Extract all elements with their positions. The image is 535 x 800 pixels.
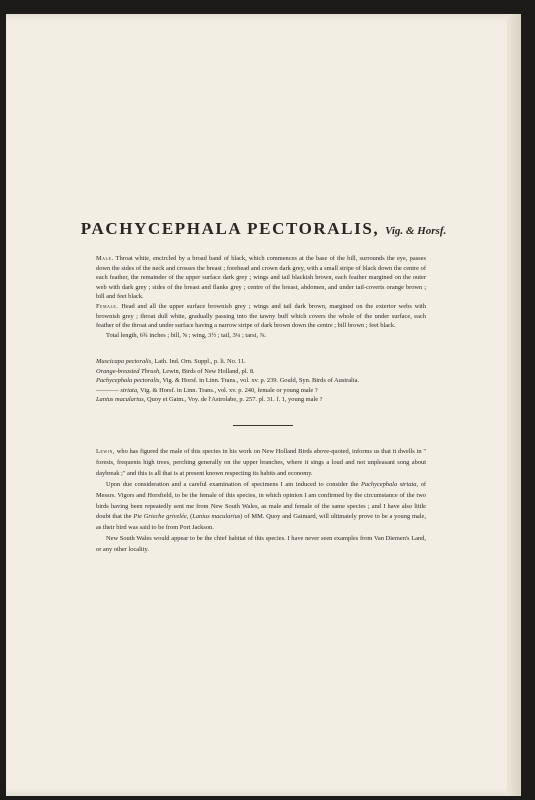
page-edge (507, 14, 521, 796)
paragraph-habits: Lewin, who has figured the male of this species in his work on New Holland Birds above-quoted, informs us that it dwells in " forests, frequents high trees, perching generally on the upper branches, where it sings a loud and not unpleasant song about daybreak ;" and this is all that is at present known respecting its habits and economy. (96, 448, 426, 477)
paragraph-habitat: New South Wales would appear to be the chief habitat of this species. I have never seen examples from Van Diemen's Land, or any other locality. (96, 535, 426, 554)
species-name: PACHYCEPHALA PECTORALIS, (80, 219, 380, 238)
species-authority: Vig. & Horsf. (385, 225, 447, 237)
synonym-entry: Muscicapa pectoralis, Lath. Ind. Orn. Suppl., p. li. No. 11. (96, 358, 246, 365)
synonym-entry: Orange-breasted Thrush, Lewin, Birds of New Holland, pl. 8. (96, 367, 255, 375)
body-text (96, 447, 426, 556)
synonym-entry: ———— striata, Vig. & Horsf. in Linn. Trans., vol. xv. p. 240, female or young male ? (96, 386, 318, 394)
page-title (6, 219, 521, 239)
section-divider (233, 425, 293, 426)
paragraph-female-identity: Upon due consideration and a careful examination of specimens I am induced to consider the Pachycephala striata, of Messrs. Vigors and Horsfield, to be the female of this species, in which opinion I am confirmed by the circumstance of the two birds having been repeatedly sent me from New South Wales, as male and female of the same species ; and I have also little doubt that the Pie Grieche grivelée, (Lanius macularius) of MM. Quoy and Gaimard, will ultimately prove to be a young male, as their bird was said to be from Port Jackson. (96, 480, 427, 532)
description-block (96, 254, 426, 340)
female-description: Female. Head and all the upper surface brownish grey ; wings and tail dark brown, margined on the exterior webs with brownish grey ; throat dull white, gradually passing into the tawny buff which covers the whole of the under surface, each feather of the throat and under surface having a narrow stripe of dark brown down the centre ; bill brown ; feet black. (96, 302, 426, 330)
male-description: Male. Throat white, encircled by a broad band of black, which commences at the base of the bill, surrounds the eye, passes down the sides of the neck and crosses the breast ; forehead and crown dark grey, with a small stripe of black down the centre of each feather, the remainder of the upper surface dark grey ; wings and tail blackish brown, each feather margined on the outer web with dark grey ; sides of the breast and flanks grey ; centre of the breast, abdomen, and under tail-coverts orange brown ; bill and feet black. (96, 255, 426, 301)
synonymy-block (96, 357, 426, 405)
book-page (6, 14, 521, 796)
total-length: Total length, 6¾ inches ; bill, ⅝ ; wing, 3½ ; tail, 3¼ ; tarsi, ⅞. (106, 331, 267, 339)
synonym-entry: Lanius macularius, Quoy et Gaim., Voy. de l'Astrolabe, p. 257. pl. 31. f. 1, young male ? (96, 396, 323, 404)
synonym-entry: Pachycephala pectoralis, Vig. & Horsf. in Linn. Trans., vol. xv. p. 239. Gould, Syn. Birds of Australia. (96, 377, 360, 385)
